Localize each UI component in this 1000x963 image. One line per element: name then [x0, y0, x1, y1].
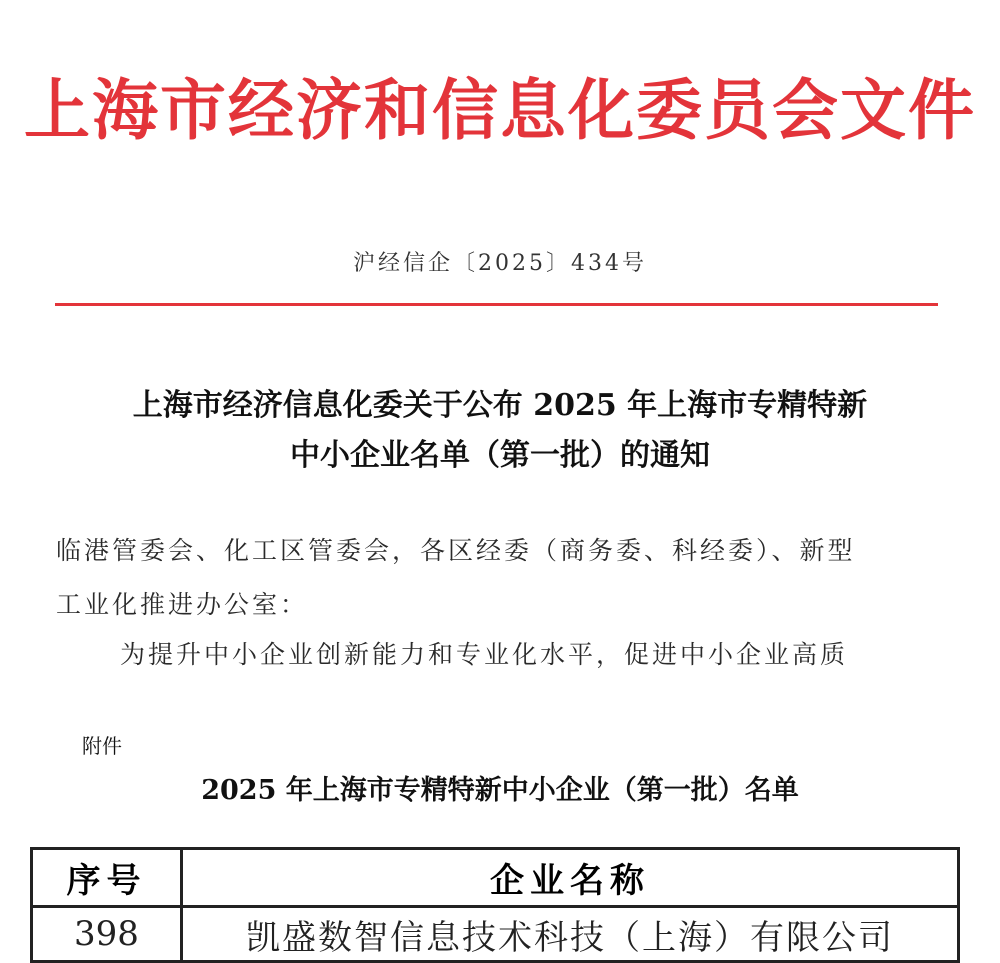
recipients-line-1: 临港管委会、化工区管委会，各区经委（商务委、科经委）、新型 — [56, 536, 856, 565]
table-row — [32, 907, 959, 962]
header-serial-number: 序号 — [32, 849, 182, 907]
masthead-title: 上海市经济和信息化委员会文件 — [24, 71, 976, 149]
cell-enterprise-name: 凯盛数智信息技术科技（上海）有限公司 — [182, 907, 959, 962]
recipients-line-2: 工业化推进办公室： — [56, 590, 309, 619]
attachment-list-title: 2025 年上海市专精特新中小企业（第一批）名单 — [201, 775, 799, 806]
table-header-row — [32, 849, 959, 907]
enterprise-list-table — [30, 847, 960, 963]
red-divider-rule — [55, 303, 938, 306]
document-number: 沪经信企〔2025〕434号 — [353, 251, 647, 276]
body-paragraph-line-1: 为提升中小企业创新能力和专业化水平，促进中小企业高质 — [120, 640, 849, 669]
cell-serial-number: 398 — [32, 907, 182, 962]
attachment-label: 附件 — [82, 734, 122, 758]
header-enterprise-name: 企业名称 — [182, 849, 959, 907]
notice-title-line-1: 上海市经济信息化委关于公布 2025 年上海市专精特新 — [132, 388, 868, 423]
notice-title-line-2: 中小企业名单（第一批）的通知 — [290, 438, 710, 473]
